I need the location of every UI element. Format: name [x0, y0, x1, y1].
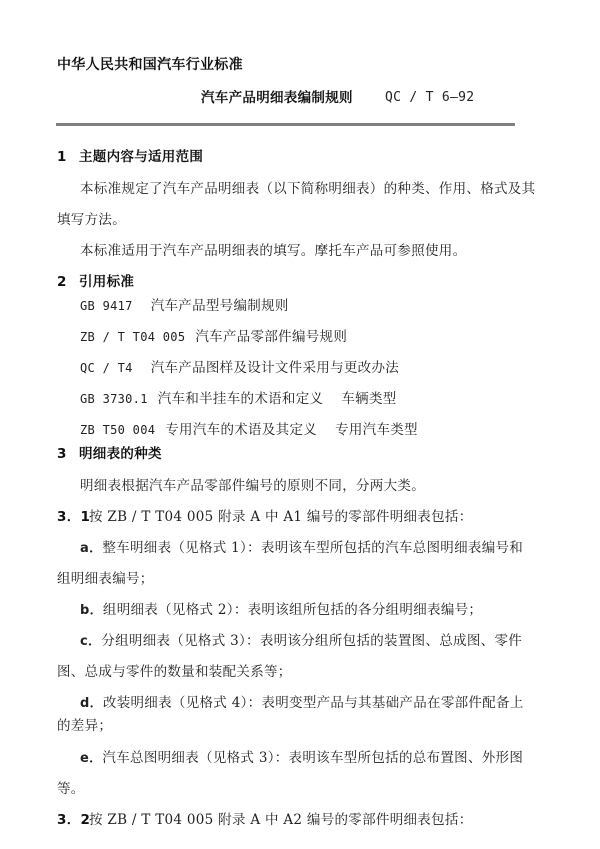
item-letter: a． [80, 541, 103, 556]
paragraph-line: 本标准适用于汽车产品明细表的填写。摩托车产品可参照使用。 [80, 243, 467, 259]
item-text: 汽车总图明细表（见格式 3）：表明该车型所包括的总布置图、外形图 [102, 750, 524, 766]
item-letter: b． [80, 603, 103, 618]
reference-title: 汽车和半挂车的术语和定义 [157, 391, 324, 407]
standard-title: 汽车产品明细表编制规则 [201, 90, 353, 106]
section-1-heading [57, 148, 203, 166]
paragraph-line: 图、总成与零件的数量和装配关系等； [57, 664, 292, 680]
item-text: 整车明细表（见格式 1）：表明该车型所包括的汽车总图明细表编号和 [102, 540, 524, 556]
subsection-text: 按 ZB / T T04 005 附录 A 中 A2 编号的零部件明细表包括： [89, 812, 473, 828]
subsection-3-1 [57, 508, 473, 526]
reference-item [80, 328, 347, 346]
paragraph-line: 的差异； [57, 718, 113, 734]
reference-title: 汽车产品图样及设计文件采用与更改办法 [150, 360, 400, 376]
reference-code: QC / T4 [80, 361, 133, 375]
section-number: 3 [57, 446, 67, 462]
paragraph-line: 填写方法。 [57, 212, 126, 228]
item-letter: e． [80, 751, 103, 766]
section-2-heading [57, 273, 134, 291]
reference-extra: 专用汽车类型 [335, 422, 418, 438]
reference-code: ZB / T T04 005 [80, 330, 186, 344]
list-item-a [80, 539, 523, 558]
subsection-text: 按 ZB / T T04 005 附录 A 中 A1 编号的零部件明细表包括： [89, 509, 473, 525]
section-title: 引用标准 [79, 274, 135, 290]
item-text: 分组明细表（见格式 3）：表明该分组所包括的装置图、总成图、零件 [101, 633, 523, 649]
paragraph-line: 本标准规定了汽车产品明细表（以下简称明细表）的种类、作用、格式及其 [80, 181, 536, 197]
reference-item [80, 421, 418, 439]
section-number: 1 [57, 149, 67, 165]
standard-code: QC / T 6—92 [385, 90, 475, 105]
section-3-heading [57, 445, 162, 463]
reference-title: 专用汽车的术语及其定义 [165, 422, 318, 438]
subsection-number: 3．1 [57, 509, 91, 525]
reference-item [80, 390, 397, 408]
list-item-e [80, 749, 523, 768]
subsection-number: 3．2 [57, 812, 91, 828]
reference-title: 汽车产品型号编制规则 [150, 298, 289, 314]
reference-title: 汽车产品零部件编号规则 [195, 329, 348, 345]
reference-extra: 车辆类型 [341, 391, 397, 407]
item-letter: d． [80, 696, 103, 711]
reference-item [80, 297, 289, 315]
section-title: 主题内容与适用范围 [79, 149, 204, 165]
reference-code: GB 3730.1 [80, 392, 148, 406]
paragraph-line: 组明细表编号； [57, 571, 154, 587]
reference-item [80, 359, 399, 377]
list-item-c [80, 632, 522, 651]
list-item-b [80, 601, 482, 620]
item-text: 改装明细表（见格式 4）：表明变型产品与其基础产品在零部件配备上 [102, 695, 524, 711]
section-title: 明细表的种类 [79, 446, 162, 462]
list-item-d [80, 694, 524, 713]
reference-code: ZB T50 004 [80, 423, 156, 437]
item-text: 组明细表（见格式 2）：表明该组所包括的各分组明细表编号； [102, 602, 483, 618]
paragraph-line: 等。 [57, 781, 85, 797]
standard-org-title: 中华人民共和国汽车行业标准 [57, 57, 243, 73]
header-divider [56, 123, 515, 126]
paragraph-line: 明细表根据汽车产品零部件编号的原则不同，分两大类。 [80, 478, 425, 494]
item-letter: c． [80, 634, 102, 649]
section-number: 2 [57, 274, 67, 290]
reference-code: GB 9417 [80, 299, 133, 313]
subsection-3-2 [57, 811, 473, 829]
